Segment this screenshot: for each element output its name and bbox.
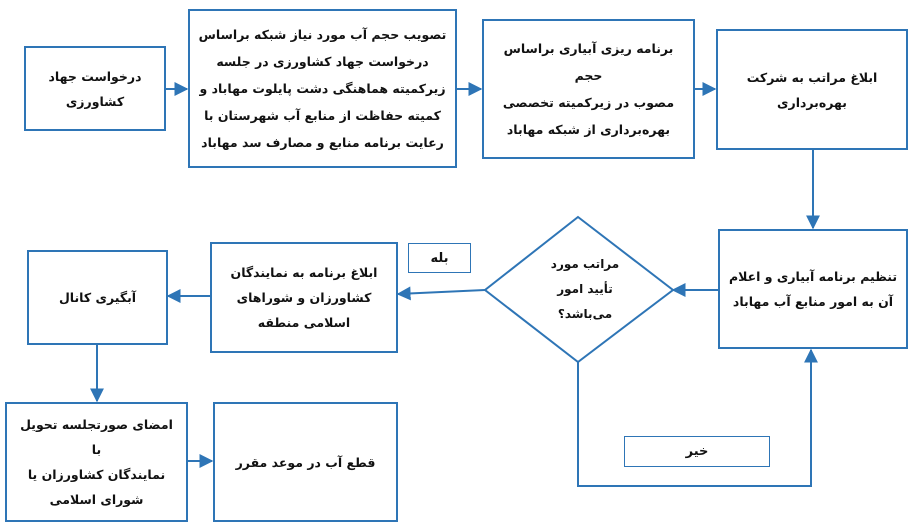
box-approve-text: تصویب حجم آب مورد نیاز شبکه براساس درخواست جهاد کشاورزی در جلسه زیرکمیته هماهنگی دشت پایلوت مهاباد و کمیته حفاظت از منابع آب شهرستان با رعایت برنامه منابع و مصارف سد مهاباد <box>198 27 447 150</box>
label-no: خیر <box>624 436 770 467</box>
box-cut-text: قطع آب در موعد مقرر <box>235 454 376 470</box>
box-approve <box>188 9 457 168</box>
box-canal-text: آبگیری کانال <box>58 290 137 305</box>
box-canal <box>27 250 168 345</box>
box-notify-farmers <box>210 242 398 353</box>
box-plan-text: برنامه ریزی آبیاری براساس حجم مصوب در زیرکمیته تخصصی بهره‌برداری از شبکه مهاباد <box>502 41 675 137</box>
box-notify-farmers-text: ابلاغ برنامه به نمایندگان کشاورزان و شوراهای اسلامی منطقه <box>230 265 378 330</box>
box-sign-text: امضای صورتجلسه تحویل با نمایندگان کشاورزان یا شورای اسلامی <box>20 417 173 507</box>
box-notify-company <box>716 29 908 150</box>
box-notify-company-text: ابلاغ مراتب به شرکت بهره‌برداری <box>746 69 878 110</box>
box-schedule-text: تنظیم برنامه آبیاری و اعلام آن به امور منابع آب مهاباد <box>728 269 898 309</box>
label-yes: بله <box>408 243 471 273</box>
box-sign <box>5 402 188 522</box>
box-plan <box>482 19 695 159</box>
box-schedule <box>718 229 908 349</box>
decision-text: مراتب مورد تأیید امور می‌باشد؟ <box>550 257 620 321</box>
box-cut <box>213 402 398 522</box>
box-request-text: درخواست جهاد کشاورزی <box>48 68 142 109</box>
box-request <box>24 46 166 131</box>
arrow-decision-yes <box>398 290 485 294</box>
